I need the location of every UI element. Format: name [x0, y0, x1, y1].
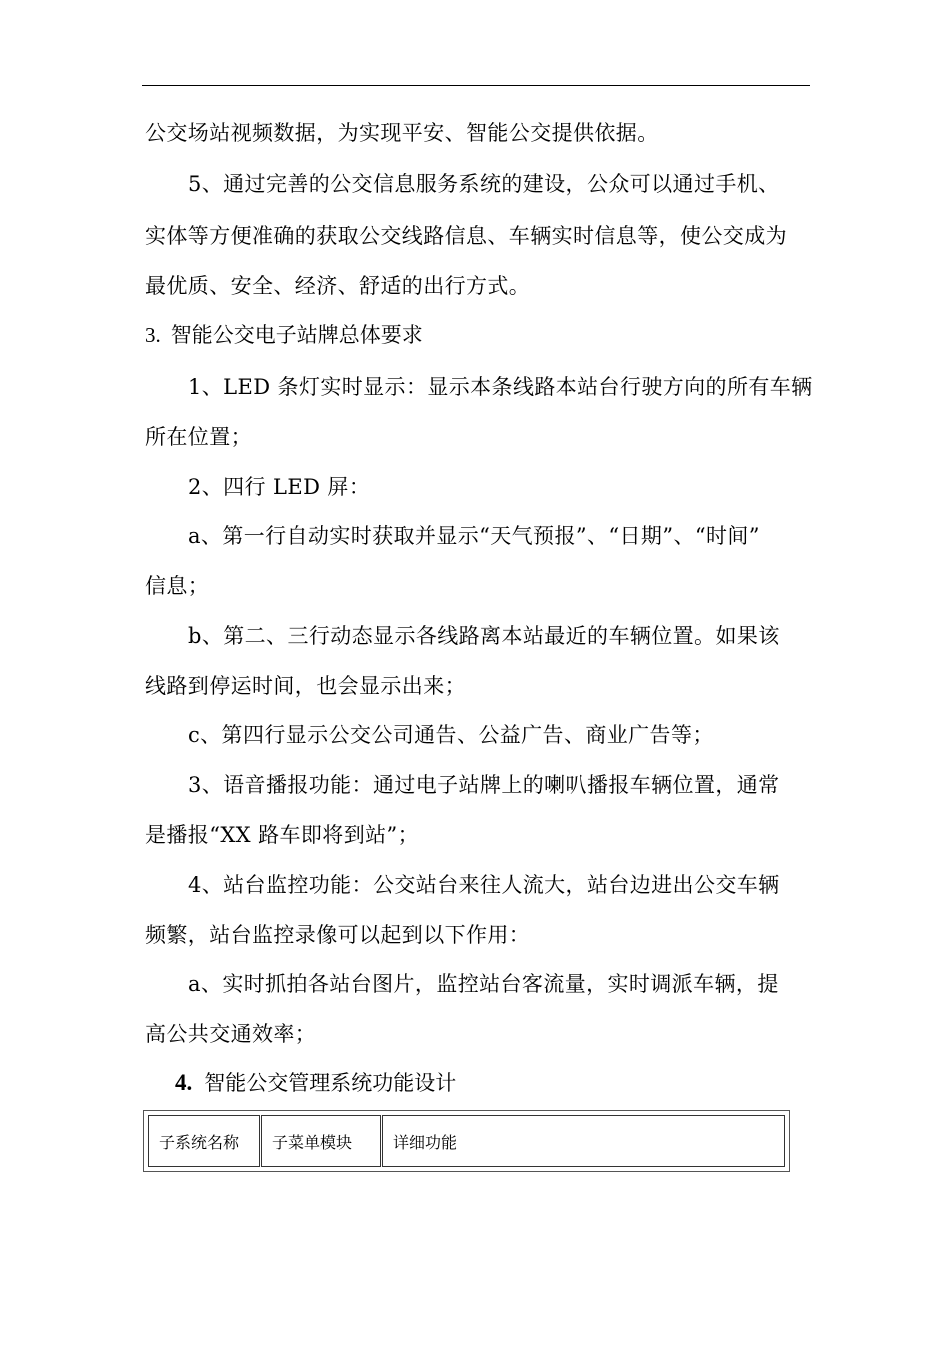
table-header-cell: 详细功能: [382, 1115, 785, 1167]
paragraph-line: 公交场站视频数据，为实现平安、智能公交提供依据。: [145, 121, 659, 145]
section-number: 3.: [145, 323, 161, 347]
section-title: 智能公交电子站牌总体要求: [170, 323, 423, 347]
paragraph-line: 2、四行 LED 屏：: [188, 475, 371, 499]
section-heading-4: [175, 1069, 456, 1097]
paragraph-line: 频繁，站台监控录像可以起到以下作用：: [145, 923, 531, 947]
section-title: 智能公交管理系统功能设计: [204, 1071, 457, 1095]
function-table: [143, 1110, 790, 1172]
paragraph-line: a、实时抓拍各站台图片，监控站台客流量，实时调派车辆，提: [188, 972, 779, 996]
header-rule: [142, 85, 810, 86]
paragraph-line: 4、站台监控功能：公交站台来往人流大，站台边进出公交车辆: [188, 873, 780, 897]
section-number: 4.: [175, 1070, 193, 1095]
paragraph-line: c、第四行显示公交公司通告、公益广告、商业广告等；: [188, 723, 714, 747]
paragraph-line: 3、语音播报功能：通过电子站牌上的喇叭播报车辆位置，通常: [188, 773, 780, 797]
paragraph-line: 5、通过完善的公交信息服务系统的建设，公众可以通过手机、: [188, 172, 780, 196]
paragraph-line: 线路到停运时间，也会显示出来；: [145, 674, 466, 698]
paragraph-line: 1、LED 条灯实时显示：显示本条线路本站台行驶方向的所有车辆: [188, 375, 813, 399]
paragraph-line: a、第一行自动实时获取并显示“天气预报”、“日期”、“时间”: [188, 524, 760, 548]
paragraph-line: 实体等方便准确的获取公交线路信息、车辆实时信息等，使公交成为: [145, 224, 787, 248]
paragraph-line: 是播报“XX 路车即将到站”；: [145, 823, 420, 847]
paragraph-line: 高公共交通效率；: [145, 1022, 317, 1046]
table-header-cell: 子系统名称: [148, 1115, 260, 1167]
paragraph-line: 最优质、安全、经济、舒适的出行方式。: [145, 274, 531, 298]
paragraph-line: b、第二、三行动态显示各线路离本站最近的车辆位置。如果该: [188, 624, 780, 648]
table-header-cell: 子菜单模块: [261, 1115, 381, 1167]
section-heading-3: [145, 321, 423, 349]
paragraph-line: 信息；: [145, 574, 210, 598]
paragraph-line: 所在位置；: [145, 425, 252, 449]
